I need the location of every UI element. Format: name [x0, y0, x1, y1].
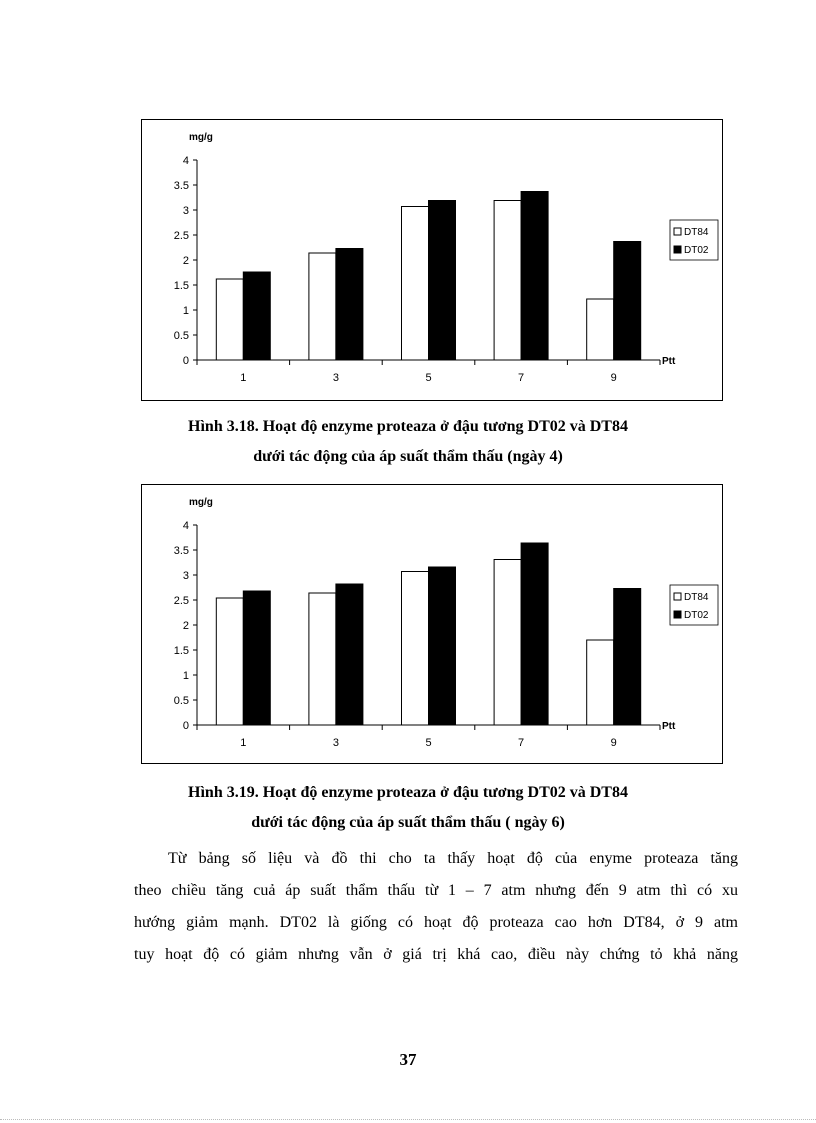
caption-line-1: Hình 3.19. Hoạt độ enzyme proteaza ở đậu tương DT02 và DT84 — [188, 784, 628, 801]
legend-swatch-dt02 — [674, 611, 681, 618]
y-tick-label: 3.5 — [173, 180, 189, 192]
y-tick-label: 0 — [182, 720, 189, 732]
bar-dt02 — [429, 567, 456, 725]
y-tick-label: 1.5 — [173, 645, 189, 657]
bar-dt84 — [587, 640, 614, 725]
legend-swatch-dt84 — [674, 593, 681, 600]
bar-dt02 — [521, 543, 548, 725]
x-tick-label: 5 — [425, 737, 432, 749]
bar-dt02 — [336, 249, 363, 361]
bar-dt84 — [494, 201, 521, 361]
paragraph-line: theo chiều tăng cuả áp suất thẩm thấu từ 1 – 7 atm nhưng đến 9 atm thì có xu — [134, 882, 738, 899]
y-tick-label: 3 — [182, 570, 189, 582]
paragraph-line: tuy hoạt độ có giảm nhưng vẫn ở giá trị khá cao, điều này chứng tỏ khả năng — [134, 946, 738, 963]
y-tick-label: 1 — [182, 670, 189, 682]
x-tick-label: 5 — [425, 372, 432, 384]
legend-label-dt02: DT02 — [684, 610, 709, 621]
chart-day-4-svg — [142, 120, 722, 400]
x-tick-label: 1 — [240, 737, 247, 749]
y-tick-label: 1.5 — [173, 280, 189, 292]
bar-dt02 — [243, 591, 270, 725]
bar-dt84 — [402, 572, 429, 726]
x-tick-label: 7 — [518, 737, 525, 749]
x-tick-label: 3 — [332, 372, 339, 384]
caption-line-2: dưới tác động của áp suất thẩm thấu ( ngày 6) — [251, 814, 565, 831]
y-tick-label: 0 — [182, 355, 189, 367]
x-tick-label: 1 — [240, 372, 247, 384]
bar-dt84 — [494, 560, 521, 726]
x-axis-label: Ptt — [662, 356, 676, 367]
bar-dt02 — [614, 589, 641, 726]
bar-dt84 — [309, 593, 336, 725]
bar-dt02 — [614, 242, 641, 361]
legend-label-dt84: DT84 — [684, 227, 709, 238]
bar-dt02 — [521, 192, 548, 361]
legend-label-dt84: DT84 — [684, 592, 709, 603]
page-bottom-rule — [0, 1119, 816, 1120]
y-tick-label: 2.5 — [173, 595, 189, 607]
bar-dt84 — [216, 598, 243, 725]
legend-label-dt02: DT02 — [684, 245, 709, 256]
paragraph-line: hướng giảm mạnh. DT02 là giống có hoạt độ proteaza cao hơn DT84, ở 9 atm — [134, 914, 738, 931]
body-paragraph — [134, 843, 738, 971]
y-tick-label: 0.5 — [173, 330, 189, 342]
chart-day-4 — [141, 119, 723, 401]
caption-line-2: dưới tác động của áp suất thẩm thấu (ngày 4) — [253, 448, 563, 465]
bar-dt84 — [587, 299, 614, 360]
x-tick-label: 3 — [332, 737, 339, 749]
y-tick-label: 2 — [182, 255, 189, 267]
figure-caption-3-19 — [100, 778, 716, 838]
y-axis-label: mg/g — [189, 497, 213, 508]
x-tick-label: 9 — [610, 372, 617, 384]
legend-swatch-dt84 — [674, 228, 681, 235]
y-axis-label: mg/g — [189, 132, 213, 143]
figure-caption-3-18 — [100, 412, 716, 472]
y-tick-label: 4 — [182, 155, 189, 167]
y-tick-label: 2.5 — [173, 230, 189, 242]
x-axis-label: Ptt — [662, 721, 676, 732]
legend-swatch-dt02 — [674, 246, 681, 253]
y-tick-label: 0.5 — [173, 695, 189, 707]
chart-day-6-svg — [142, 485, 722, 765]
bar-dt84 — [402, 207, 429, 361]
x-tick-label: 9 — [610, 737, 617, 749]
bar-dt02 — [243, 272, 270, 360]
bar-dt84 — [216, 279, 243, 360]
x-tick-label: 7 — [518, 372, 525, 384]
y-tick-label: 4 — [182, 520, 189, 532]
y-tick-label: 2 — [182, 620, 189, 632]
chart-day-6 — [141, 484, 723, 764]
bar-dt02 — [336, 584, 363, 725]
bar-dt84 — [309, 253, 336, 360]
y-tick-label: 1 — [182, 305, 189, 317]
page-number: 37 — [399, 1050, 417, 1069]
y-tick-label: 3 — [182, 205, 189, 217]
y-tick-label: 3.5 — [173, 545, 189, 557]
caption-line-1: Hình 3.18. Hoạt độ enzyme proteaza ở đậu tương DT02 và DT84 — [188, 418, 628, 435]
bar-dt02 — [429, 201, 456, 361]
paragraph-line: Từ bảng số liệu và đồ thi cho ta thấy hoạt độ của enyme proteaza tăng — [168, 850, 738, 867]
